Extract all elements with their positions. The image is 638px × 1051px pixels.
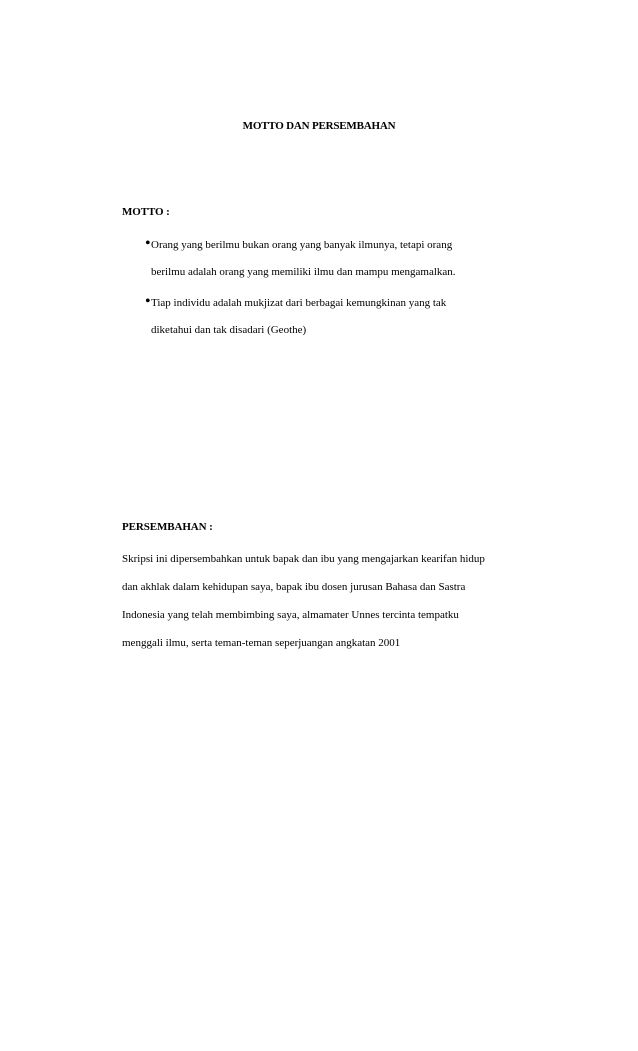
bullet-icon: • — [145, 235, 151, 252]
persembahan-heading: PERSEMBAHAN : — [122, 521, 213, 533]
persembahan-paragraph — [122, 545, 552, 657]
paragraph-line: menggali ilmu, serta teman-teman seperjuangan angkatan 2001 — [122, 637, 401, 649]
bullet-icon: • — [145, 293, 151, 310]
page-title: MOTTO DAN PERSEMBAHAN — [242, 120, 396, 132]
paragraph-line: Skripsi ini dipersembahkan untuk bapak dan ibu yang mengajarkan kearifan hidup — [122, 553, 485, 565]
motto-item-line: berilmu adalah orang yang memiliki ilmu dan mampu mengamalkan. — [151, 266, 456, 278]
motto-item-line: Tiap individu adalah mukjizat dari berbagai kemungkinan yang tak — [151, 297, 447, 309]
paragraph-line: dan akhlak dalam kehidupan saya, bapak ibu dosen jurusan Bahasa dan Sastra — [122, 581, 466, 593]
motto-item-line: Orang yang berilmu bukan orang yang banyak ilmunya, tetapi orang — [151, 239, 453, 251]
motto-list — [122, 232, 542, 348]
motto-item — [122, 290, 542, 344]
paragraph-line: Indonesia yang telah membimbing saya, almamater Unnes tercinta tempatku — [122, 609, 459, 621]
motto-heading: MOTTO : — [122, 206, 170, 218]
motto-item — [122, 232, 542, 286]
motto-item-line: diketahui dan tak disadari (Geothe) — [151, 324, 307, 336]
